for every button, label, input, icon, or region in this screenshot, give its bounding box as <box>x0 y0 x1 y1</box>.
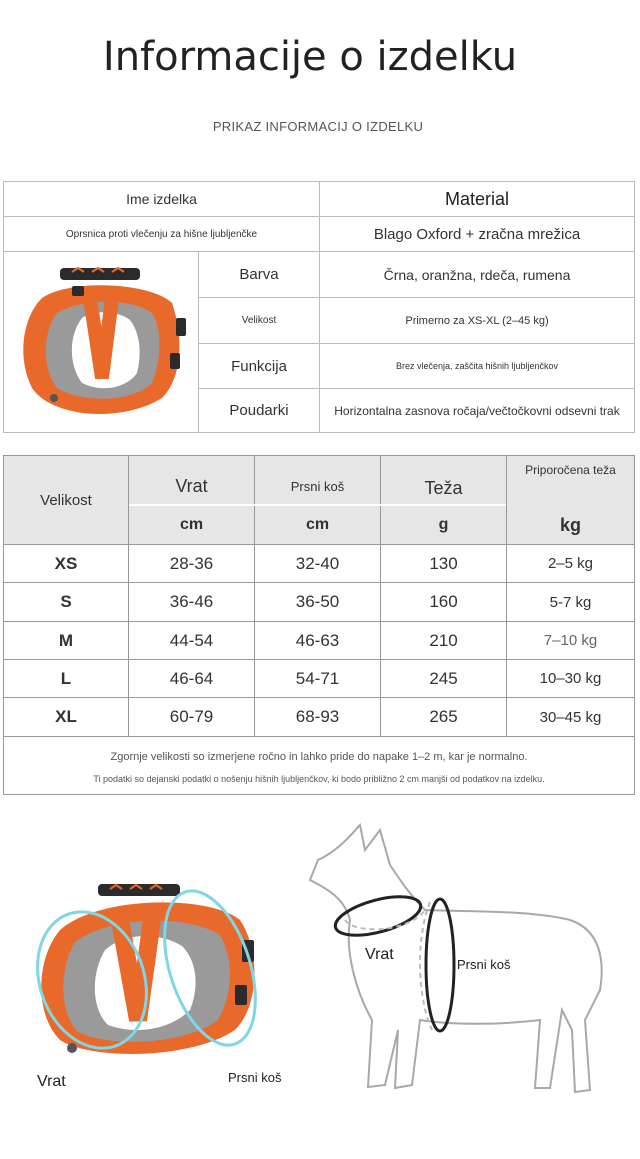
table-row-neck: 44-54 <box>169 630 214 650</box>
harness-neck-label: Vrat <box>37 1073 66 1090</box>
table-row-size: L <box>60 668 72 688</box>
table-row-chest: 68-93 <box>295 707 340 726</box>
size-value: Primerno za XS-XL (2–45 kg) <box>405 314 549 327</box>
name-label: Ime izdelka <box>126 191 197 207</box>
table-row-recommended: 2–5 kg <box>547 555 594 572</box>
table-row-chest: 46-63 <box>295 630 340 650</box>
highlights-value: Horizontalna zasnova ročaja/večtočkovni odsevni trak <box>334 403 620 418</box>
page-subtitle: PRIKAZ INFORMACIJ O IZDELKU <box>212 119 424 134</box>
table-row-size: XS <box>54 553 78 573</box>
color-value: Črna, oranžna, rdeča, rumena <box>383 266 571 283</box>
table-row-size: XL <box>55 707 77 726</box>
page-title: Informacije o izdelku <box>102 34 518 80</box>
weight-column-header: Teža <box>424 477 463 498</box>
table-row-size: M <box>58 630 74 650</box>
table-row-weight: 265 <box>429 707 458 726</box>
table-row-size: S <box>60 592 72 611</box>
neck-column-header: Vrat <box>175 475 208 496</box>
table-row-chest: 54-71 <box>295 668 340 688</box>
material-label: Material <box>444 188 510 209</box>
chest-unit: cm <box>305 516 330 533</box>
table-row-recommended: 5-7 kg <box>549 593 592 611</box>
fit-note: Ti podatki so dejanski podatki o nošenju hišnih ljubljenčkov, ki bodo približno 2 cm manjši od podatkov na izdelku. <box>93 774 545 784</box>
table-row-neck: 46-64 <box>169 668 214 688</box>
neck-unit: cm <box>179 516 204 533</box>
table-row-neck: 28-36 <box>169 553 214 573</box>
table-row-recommended: 7–10 kg <box>543 632 598 649</box>
chest-column-header: Prsni koš <box>290 478 345 494</box>
table-row-neck: 60-79 <box>169 707 214 726</box>
recommended-column-header: Priporočena teža <box>525 463 616 477</box>
function-label: Funkcija <box>231 357 287 375</box>
color-label: Barva <box>239 266 279 283</box>
harness-measurement-illustration <box>20 870 300 1100</box>
table-row-recommended: 10–30 kg <box>539 670 602 687</box>
table-row-weight: 130 <box>429 553 458 573</box>
product-info-table <box>3 181 635 433</box>
table-row-chest: 32-40 <box>295 553 340 573</box>
size-column-header: Velikost <box>40 491 92 509</box>
measurement-note: Zgornje velikosti so izmerjene ročno in lahko pride do napake 1–2 m, kar je normalno. <box>110 751 528 763</box>
table-row-neck: 36-46 <box>169 592 214 611</box>
harness-chest-label: Prsni koš <box>228 1070 282 1085</box>
table-row-weight: 160 <box>429 592 458 611</box>
table-row-weight: 245 <box>429 668 458 688</box>
recommended-unit: kg <box>559 514 581 535</box>
table-row-weight: 210 <box>429 630 458 650</box>
table-row-chest: 36-50 <box>295 592 340 611</box>
size-table <box>3 455 635 795</box>
weight-unit: g <box>438 516 449 533</box>
material-value: Blago Oxford + zračna mrežica <box>373 225 581 243</box>
harness-product-image <box>12 258 192 428</box>
name-value: Oprsnica proti vlečenju za hišne ljubljenčke <box>65 228 258 240</box>
highlights-label: Poudarki <box>229 402 289 419</box>
function-value: Brez vlečenja, zaščita hišnih ljubljenčkov <box>395 361 559 371</box>
table-row-recommended: 30–45 kg <box>539 708 602 726</box>
size-label: Velikost <box>241 315 277 326</box>
dog-neck-label: Vrat <box>365 946 394 963</box>
dog-chest-label: Prsni koš <box>457 957 511 972</box>
